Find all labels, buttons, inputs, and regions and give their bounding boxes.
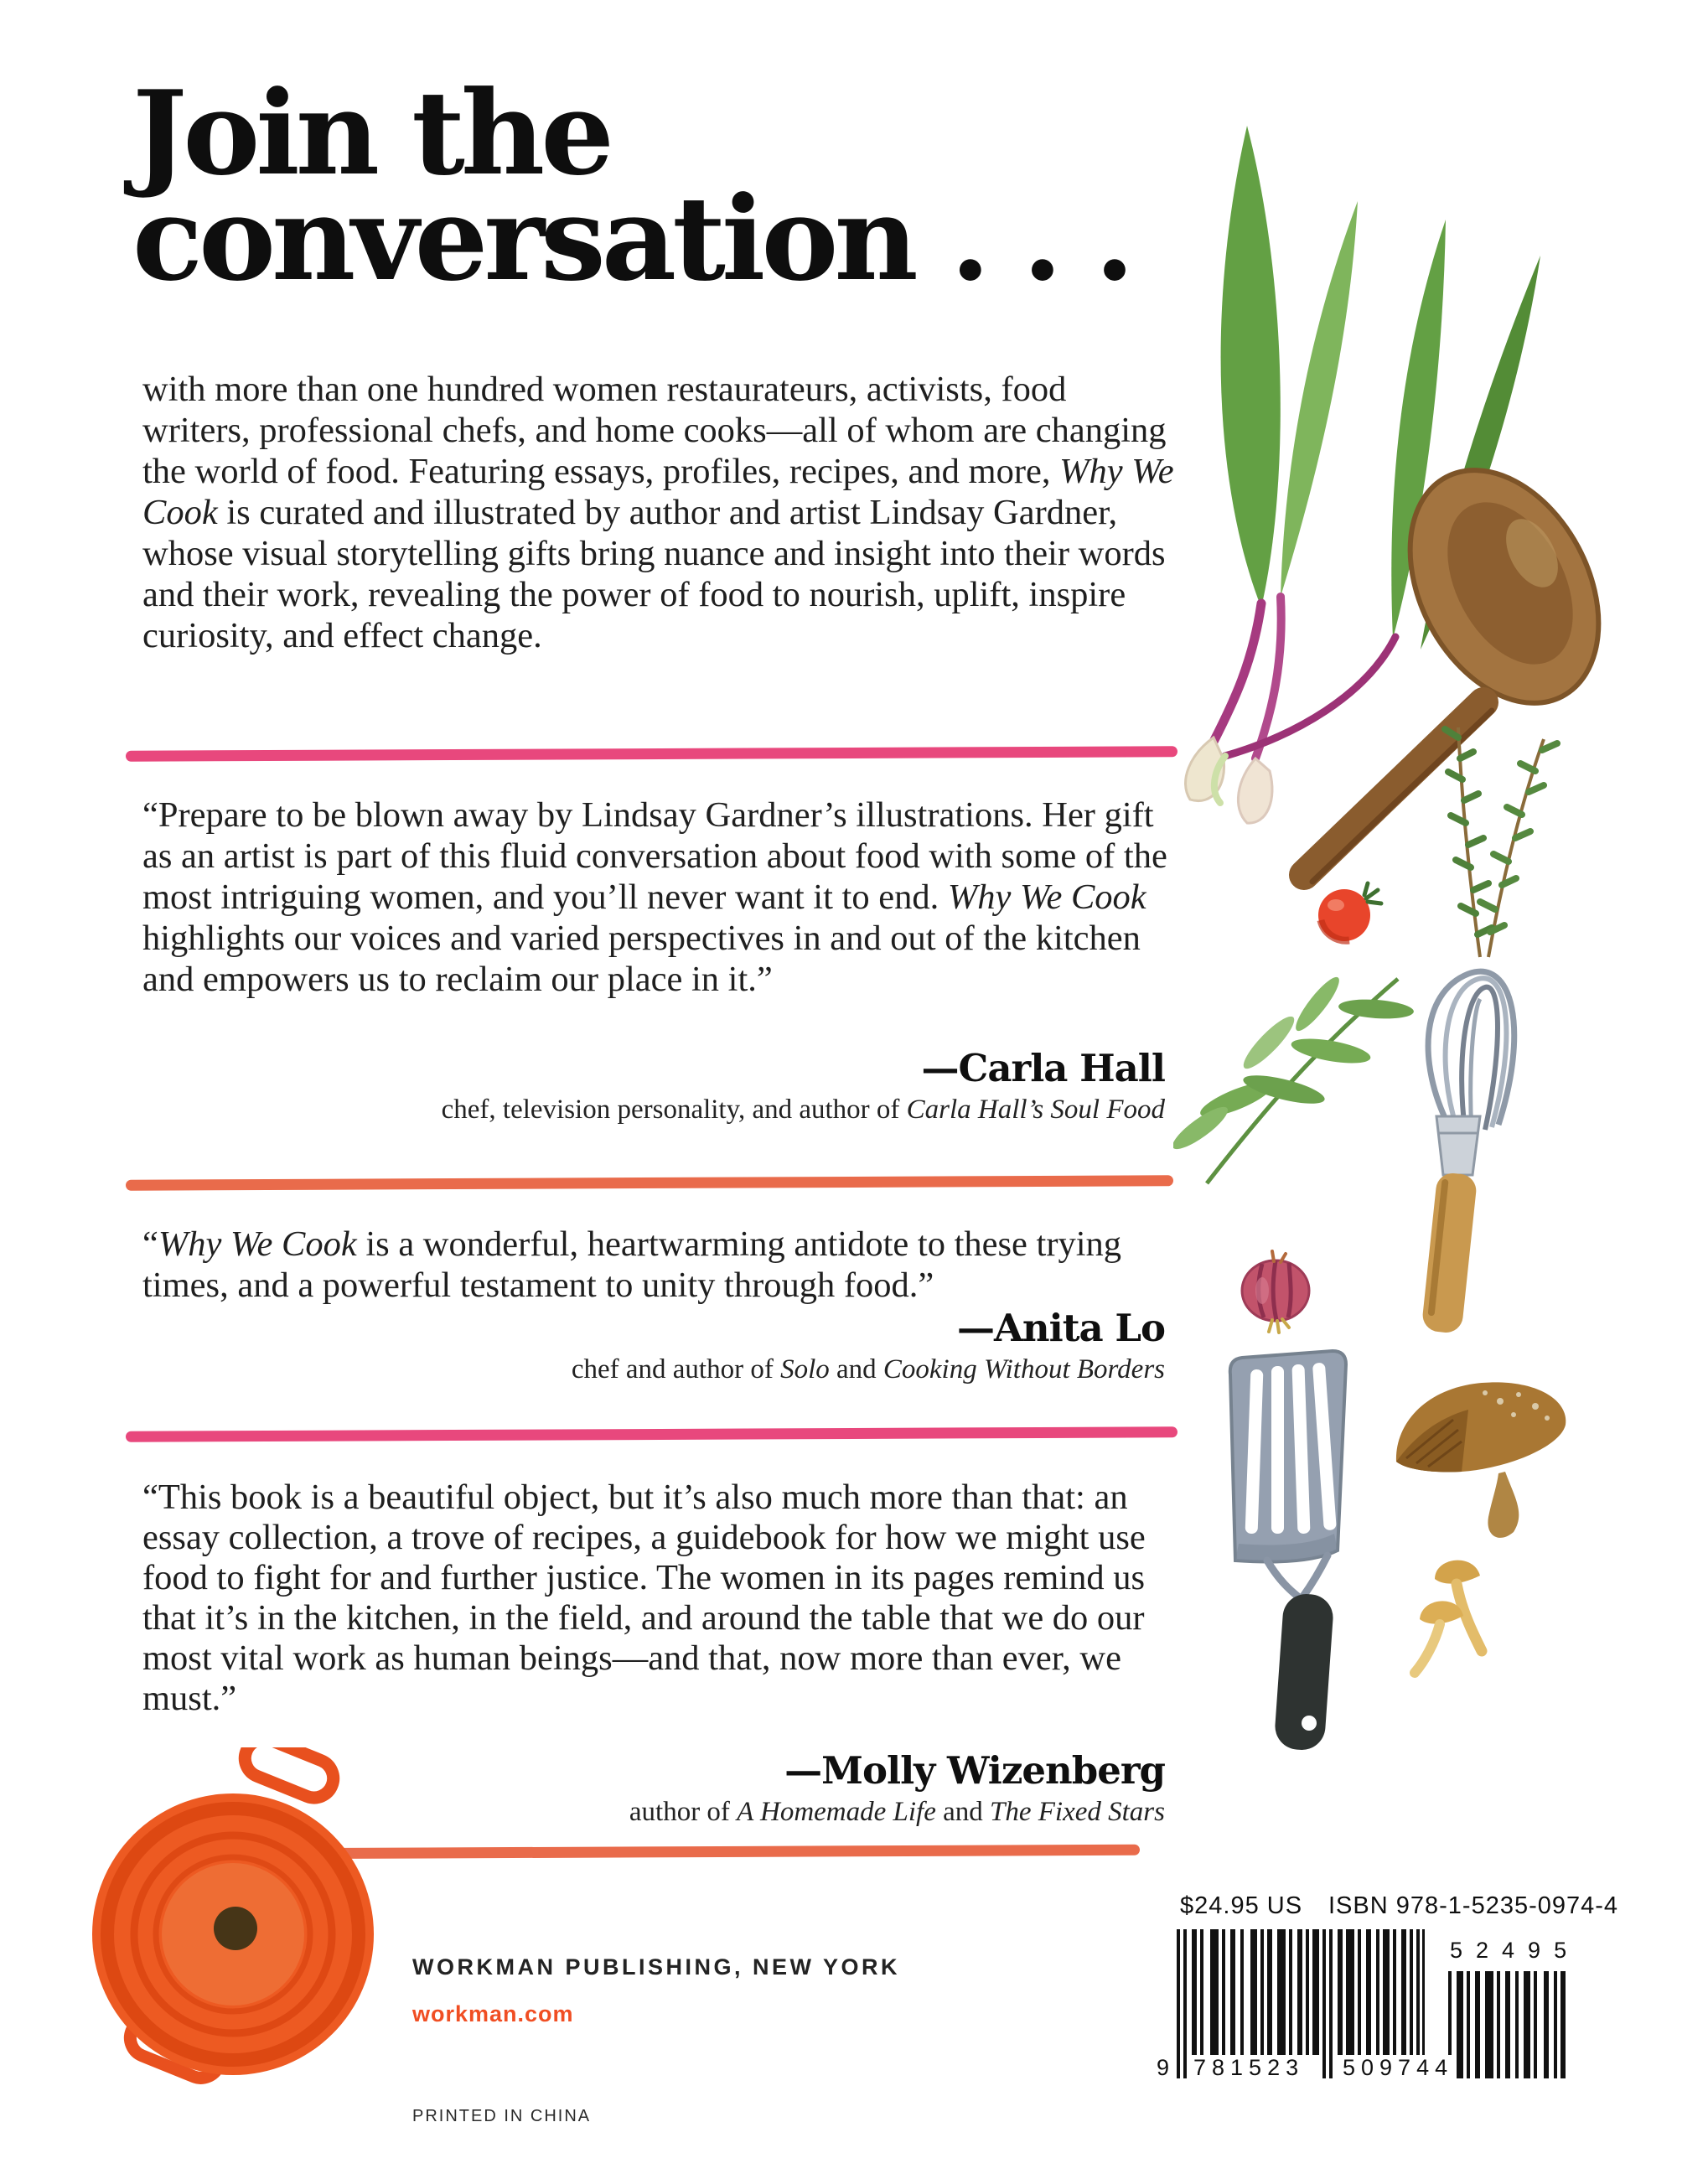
credit-text: author of xyxy=(629,1797,738,1827)
attribution-carla-hall: —Carla Hall xyxy=(921,1046,1165,1090)
whisk-illustration xyxy=(1421,971,1514,1334)
quote-anita xyxy=(142,1224,1182,1306)
small-mushrooms-illustration xyxy=(1415,1560,1482,1673)
thyme-sprigs-illustration xyxy=(1445,727,1557,957)
credit-book-italic: The Fixed Stars xyxy=(990,1797,1165,1827)
quote-carla-text-cont: highlights our voices and varied perspectives in and out of the kitchen and empowers us to reclaim our place in it.” xyxy=(142,919,1141,999)
pot-handle-top xyxy=(239,1747,339,1804)
publisher-website-link[interactable]: workman.com xyxy=(412,2001,574,2026)
divider-pink-1 xyxy=(126,746,1177,761)
intro-paragraph xyxy=(142,369,1182,656)
barcode-digits-group2: 509744 xyxy=(1339,2055,1457,2081)
dutch-oven-illustration xyxy=(80,1747,398,2108)
divider-pink-2 xyxy=(126,1426,1177,1441)
quote-molly: “This book is a beautiful object, but it’s also much more than that: an essay collection, a trove of recipes, a guidebook for how we might use food to fight for and further justice. The women in its pages remind us that it’s in the kitchen, in the field, and around the table that we do our most vital work as human beings—and that, now more than ever, we must.” xyxy=(142,1478,1146,1718)
credit-carla-hall xyxy=(142,1096,1165,1124)
credit-text: and xyxy=(829,1354,883,1385)
credit-text: and xyxy=(935,1797,991,1827)
book-title-italic: Why We Cook xyxy=(142,452,1174,532)
printed-in-line: PRINTED IN CHINA xyxy=(412,2107,592,2125)
divider-coral-2 xyxy=(285,1845,1140,1859)
credit-book-italic: Cooking Without Borders xyxy=(882,1354,1165,1385)
page-title xyxy=(132,65,1131,307)
fish-spatula-illustration xyxy=(1230,1351,1346,1752)
barcode-digits-group1: 781523 xyxy=(1190,2055,1307,2081)
title-line2: conversation . . . xyxy=(132,170,1131,307)
credit-anita-lo xyxy=(142,1356,1165,1384)
intro-text-cont: is curated and illustrated by author and artist Lindsay Gardner, whose visual storytelling gifts bring nuance and insight into their words and their work, revealing the power of food to nourish, uplift, inspire curiosity, and effect change. xyxy=(142,493,1166,655)
shiitake-mushroom-illustration xyxy=(1396,1382,1566,1537)
title-line1: Join the xyxy=(132,65,611,201)
credit-text: chef, television personality, and author of xyxy=(441,1095,907,1125)
barcode-supplement-digits: 52495 xyxy=(1450,1938,1581,1963)
publisher-line: WORKMAN PUBLISHING, NEW YORK xyxy=(412,1954,900,1980)
intro-text: with more than one hundred women restaurateurs, activists, food writers, professional chefs, and home cooks—all of whom are changing the world of food. Featuring essays, profiles, recipes, and more, xyxy=(142,370,1167,491)
wooden-spoon-illustration xyxy=(1304,437,1637,882)
credit-book-italic: A Homemade Life xyxy=(737,1797,936,1827)
divider-coral-1 xyxy=(126,1175,1173,1190)
quote-anita-text: is a wonderful, heartwarming antidote to these trying times, and a powerful testament to unity through food.” xyxy=(142,1224,1122,1305)
shallot-illustration xyxy=(1242,1251,1309,1333)
price-label: $24.95 US xyxy=(1180,1892,1303,1919)
credit-text: chef and author of xyxy=(571,1354,781,1385)
quote-open: “ xyxy=(142,1224,158,1264)
credit-book-italic: Carla Hall’s Soul Food xyxy=(906,1095,1165,1125)
illustrations-column xyxy=(1173,84,1708,1760)
book-title-italic: Why We Cook xyxy=(947,877,1146,917)
quote-carla xyxy=(142,794,1182,1000)
tarragon-sprig-illustration xyxy=(1173,972,1415,1183)
attribution-anita-lo: —Anita Lo xyxy=(957,1306,1165,1350)
attribution-molly-wizenberg: —Molly Wizenberg xyxy=(784,1748,1165,1793)
barcode-supplement-bars xyxy=(1448,1971,1566,2078)
quote-carla-text: “Prepare to be blown away by Lindsay Gardner’s illustrations. Her gift as an artist is part of this fluid conversation about food with some of the most intriguing women, and you’ll never want it to end. xyxy=(142,795,1167,917)
book-title-italic: Why We Cook xyxy=(158,1224,357,1264)
pot-knob xyxy=(214,1907,257,1950)
barcode-digit-lead: 9 xyxy=(1157,2055,1170,2080)
cherry-tomato-illustration xyxy=(1318,883,1381,941)
isbn-label: ISBN 978-1-5235-0974-4 xyxy=(1328,1892,1619,1919)
credit-book-italic: Solo xyxy=(780,1354,830,1385)
